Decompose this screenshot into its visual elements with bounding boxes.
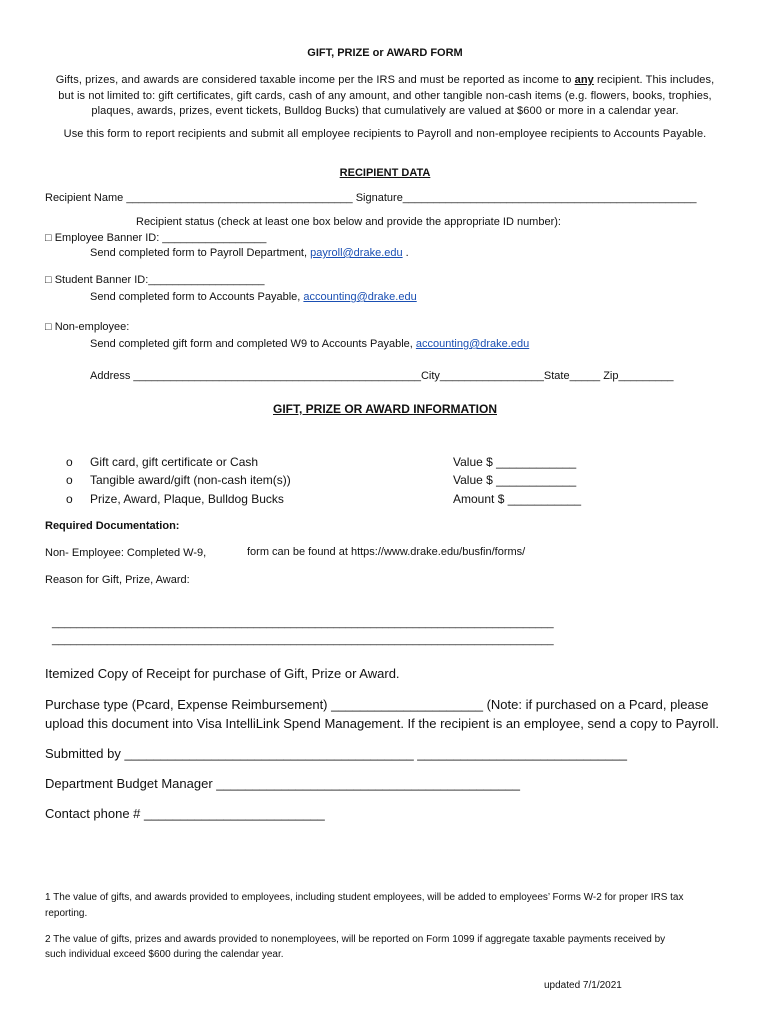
payroll-email-link[interactable]: payroll@drake.edu bbox=[310, 247, 403, 259]
required-documentation-label: Required Documentation: bbox=[45, 520, 180, 532]
employee-send-text: Send completed form to Payroll Department, bbox=[90, 247, 311, 259]
non-employee-send-instructions bbox=[90, 338, 529, 350]
non-employee-send-text: Send completed gift form and completed W9 to Accounts Payable, bbox=[90, 338, 416, 350]
accounting-email-link[interactable]: accounting@drake.edu bbox=[303, 291, 417, 303]
reason-label: Reason for Gift, Prize, Award: bbox=[45, 574, 190, 586]
intro-text: Gifts, prizes, and awards are considered taxable income per the IRS and must be reported as income to bbox=[55, 74, 575, 86]
intro-line-3: plaques, awards, prizes, event tickets, Bulldog Bucks) that cumulatively are valued at $600 or more in a calendar year. bbox=[91, 105, 679, 117]
reason-line-1[interactable]: __________________________________________________________________________________ bbox=[52, 617, 554, 629]
item-value-tangible[interactable]: Value $ ____________ bbox=[453, 473, 577, 487]
footnote-1-line-2: reporting. bbox=[45, 908, 88, 919]
item-bullet: o bbox=[66, 492, 73, 506]
non-employee-w9-note: Non- Employee: Completed W-9, bbox=[45, 547, 207, 559]
recipient-status-prompt: Recipient status (check at least one box below and provide the appropriate ID number): bbox=[136, 216, 561, 228]
student-banner-id-field[interactable]: □ Student Banner ID:___________________ bbox=[45, 274, 265, 286]
intro-line-2: but is not limited to: gift certificates, gift cards, cash of any amount, and other tangible non-cash items (e.g. flowers, books, trophies, bbox=[58, 90, 712, 102]
footnote-2-line-1: 2 The value of gifts, prizes and awards provided to nonemployees, will be reported on Form 1099 if aggregate taxable payments received by bbox=[45, 934, 666, 945]
purchase-type-line-1[interactable]: Purchase type (Pcard, Expense Reimbursement) _____________________ (Note: if purchased on a Pcard, please bbox=[45, 697, 709, 712]
employee-banner-id-field[interactable]: □ Employee Banner ID: _________________ bbox=[45, 232, 267, 244]
item-amount-prize[interactable]: Amount $ ___________ bbox=[453, 492, 582, 506]
address-line[interactable]: Address _______________________________________________City_________________State_____ Zip_________ bbox=[90, 370, 674, 382]
intro-text-end: recipient. This includes, bbox=[593, 74, 715, 86]
item-value-gift-card[interactable]: Value $ ____________ bbox=[453, 455, 577, 469]
updated-date: updated 7/1/2021 bbox=[544, 980, 622, 991]
page-title: GIFT, PRIZE or AWARD FORM bbox=[307, 47, 463, 59]
employee-send-end: . bbox=[402, 247, 409, 259]
footnote-1-line-1: 1 The value of gifts, and awards provided to employees, including student employees, will be added to employees’ Forms W-2 for proper IRS tax bbox=[45, 892, 684, 903]
itemized-receipt-note: Itemized Copy of Receipt for purchase of Gift, Prize or Award. bbox=[45, 666, 400, 681]
item-label-tangible: Tangible award/gift (non-cash item(s)) bbox=[90, 473, 291, 487]
reason-line-2[interactable]: __________________________________________________________________________________ bbox=[52, 634, 554, 646]
budget-manager-line[interactable]: Department Budget Manager __________________________________________ bbox=[45, 776, 520, 791]
employee-send-instructions bbox=[90, 247, 409, 259]
item-bullet: o bbox=[66, 473, 73, 487]
item-label-gift-card: Gift card, gift certificate or Cash bbox=[90, 455, 259, 469]
intro-line-4: Use this form to report recipients and submit all employee recipients to Payroll and non-employee recipients to Accounts Payable. bbox=[63, 128, 707, 140]
purchase-type-line-2: upload this document into Visa IntelliLink Spend Management. If the recipient is an employee, send a copy to Payroll. bbox=[45, 716, 719, 731]
contact-phone-line[interactable]: Contact phone # _________________________ bbox=[45, 806, 325, 821]
non-employee-checkbox[interactable]: □ Non-employee: bbox=[45, 321, 130, 333]
item-label-prize: Prize, Award, Plaque, Bulldog Bucks bbox=[90, 492, 284, 506]
student-send-text: Send completed form to Accounts Payable, bbox=[90, 291, 304, 303]
footnote-2-line-2: such individual exceed $600 during the calendar year. bbox=[45, 949, 284, 960]
forms-url-note: form can be found at https://www.drake.edu/busfin/forms/ bbox=[247, 546, 526, 558]
recipient-heading: RECIPIENT DATA bbox=[339, 167, 431, 179]
accounting-email-link-2[interactable]: accounting@drake.edu bbox=[415, 338, 530, 350]
intro-line-1 bbox=[0, 74, 770, 86]
item-bullet: o bbox=[66, 455, 73, 469]
info-heading: GIFT, PRIZE OR AWARD INFORMATION bbox=[273, 402, 497, 416]
intro-emphasis: any bbox=[574, 74, 594, 86]
submitted-by-line[interactable]: Submitted by ________________________________________ _____________________________ bbox=[45, 746, 627, 761]
student-send-instructions bbox=[90, 291, 417, 303]
recipient-name-signature-line[interactable]: Recipient Name _____________________________________ Signature________________________________________________ bbox=[45, 192, 697, 204]
